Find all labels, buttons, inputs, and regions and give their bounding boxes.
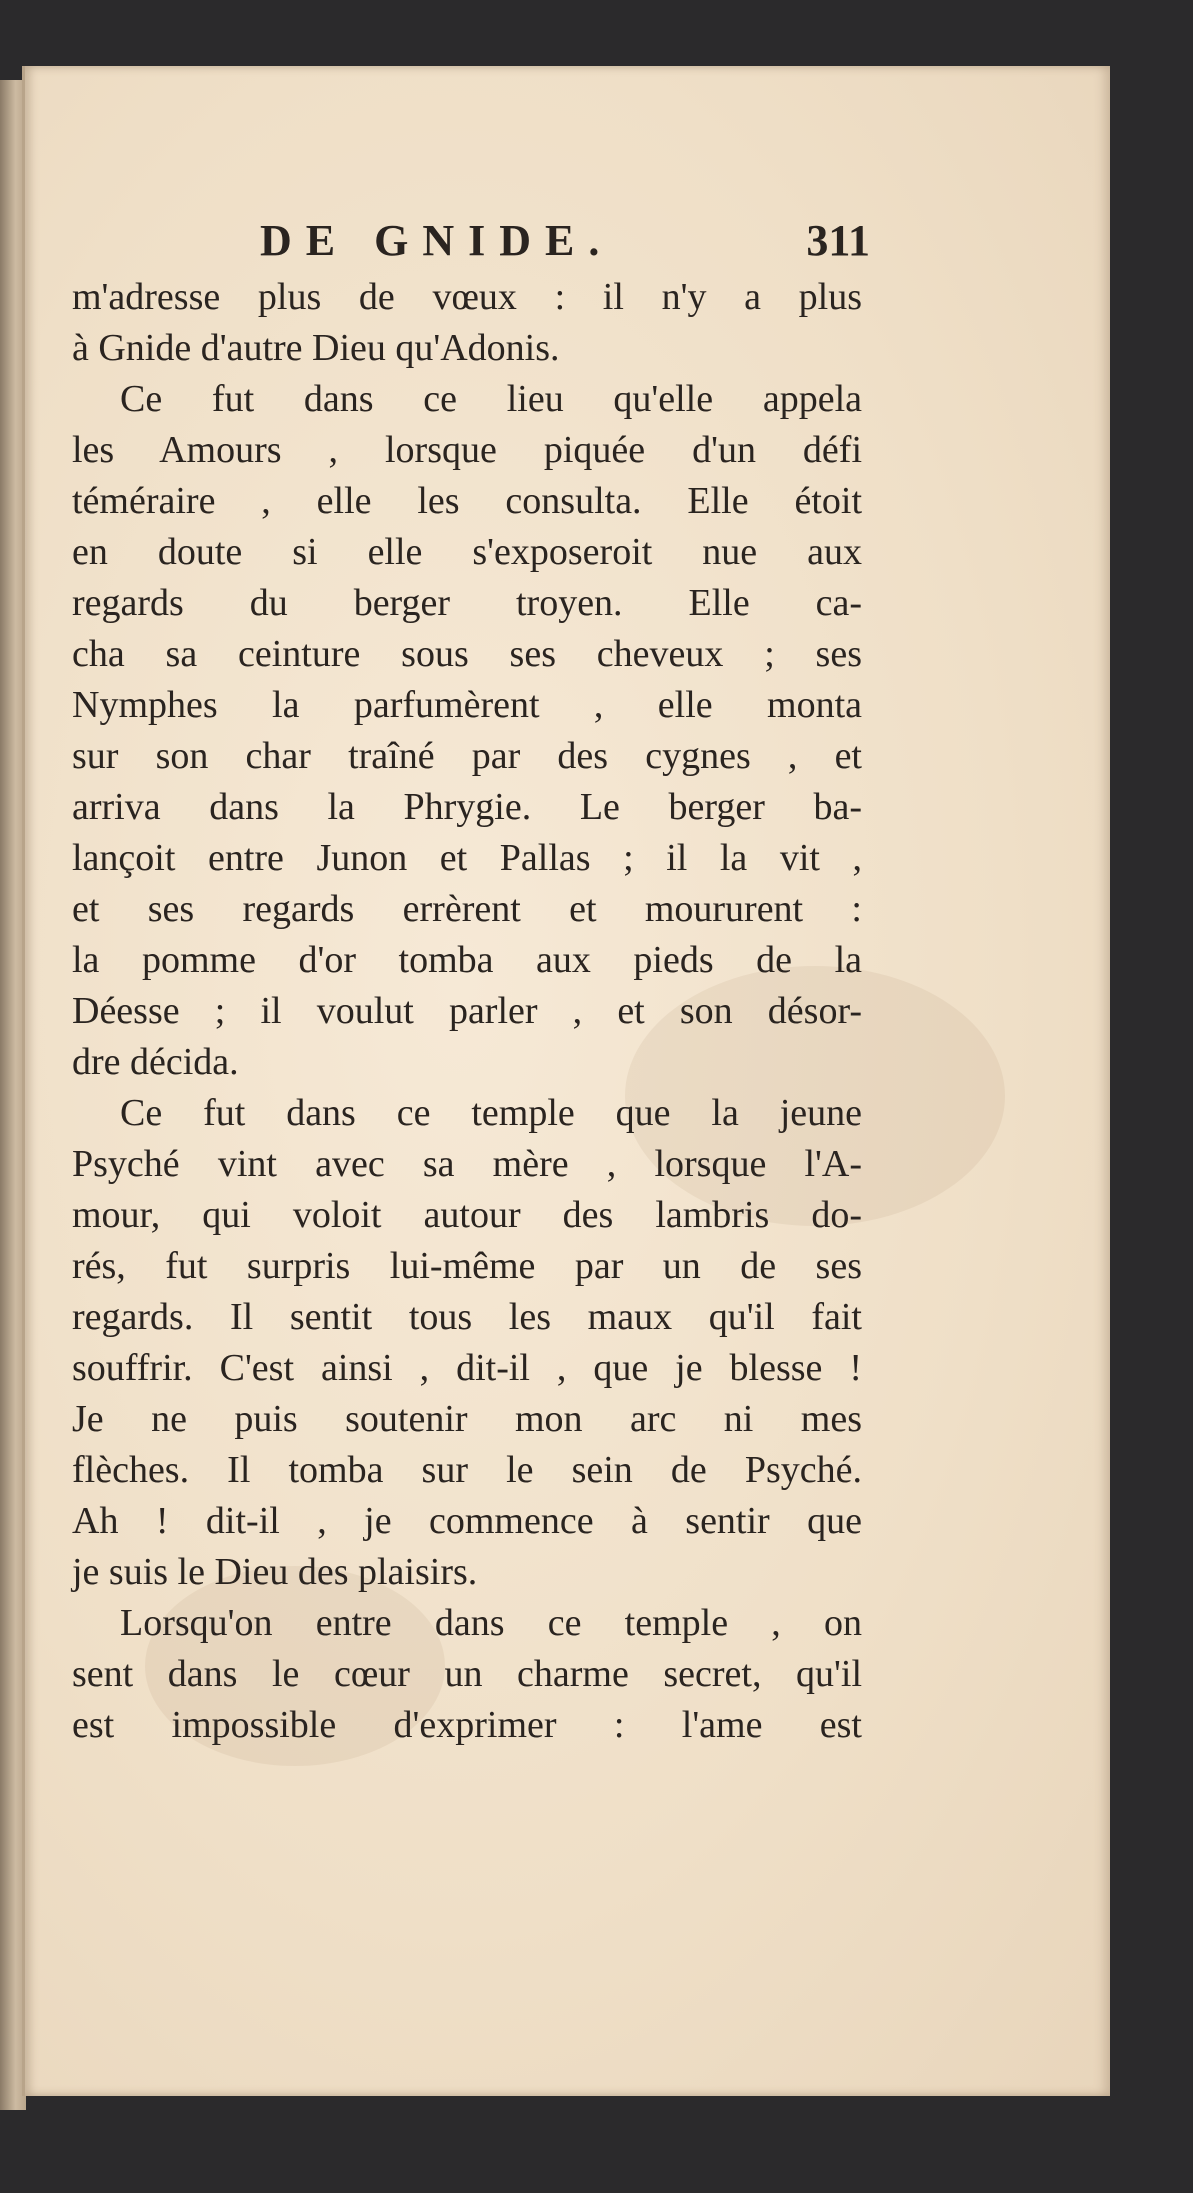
text-line: rés, fut surpris lui-même par un de ses: [72, 1245, 862, 1287]
text-line: Nymphes la parfumèrent , elle monta: [72, 684, 862, 726]
text-line: est impossible d'exprimer : l'ame est: [72, 1704, 862, 1746]
text-line: souffrir. C'est ainsi , dit-il , que je blesse !: [72, 1347, 862, 1389]
text-line: la pomme d'or tomba aux pieds de la: [72, 939, 862, 981]
text-line: regards du berger troyen. Elle ca-: [72, 582, 862, 624]
text-line: en doute si elle s'exposeroit nue aux: [72, 531, 862, 573]
text-line: Déesse ; il voulut parler , et son désor-: [72, 990, 862, 1032]
text-line: Ce fut dans ce lieu qu'elle appela: [120, 378, 862, 420]
text-line: Ah ! dit-il , je commence à sentir que: [72, 1500, 862, 1542]
text-line: regards. Il sentit tous les maux qu'il fait: [72, 1296, 862, 1338]
text-line: m'adresse plus de vœux : il n'y a plus: [72, 276, 862, 318]
text-line: arriva dans la Phrygie. Le berger ba-: [72, 786, 862, 828]
text-line: flèches. Il tomba sur le sein de Psyché.: [72, 1449, 862, 1491]
text-line: les Amours , lorsque piquée d'un défi: [72, 429, 862, 471]
text-line: je suis le Dieu des plaisirs.: [72, 1551, 478, 1593]
text-line: Ce fut dans ce temple que la jeune: [120, 1092, 862, 1134]
text-line: mour, qui voloit autour des lambris do-: [72, 1194, 862, 1236]
text-line: sur son char traîné par des cygnes , et: [72, 735, 862, 777]
text-line: lançoit entre Junon et Pallas ; il la vit ,: [72, 837, 862, 879]
text-line: Je ne puis soutenir mon arc ni mes: [72, 1398, 862, 1440]
text-line: et ses regards errèrent et moururent :: [72, 888, 862, 930]
text-line: Psyché vint avec sa mère , lorsque l'A-: [72, 1143, 862, 1185]
body-text: [72, 272, 862, 1751]
text-line: Lorsqu'on entre dans ce temple , on: [120, 1602, 862, 1644]
running-header: [260, 215, 870, 275]
text-line: sent dans le cœur un charme secret, qu'il: [72, 1653, 862, 1695]
text-line: dre décida.: [72, 1041, 239, 1083]
page-number: 311: [806, 216, 870, 265]
text-line: cha sa ceinture sous ses cheveux ; ses: [72, 633, 862, 675]
running-title: DE GNIDE.: [260, 216, 614, 265]
text-line: à Gnide d'autre Dieu qu'Adonis.: [72, 327, 560, 369]
text-line: téméraire , elle les consulta. Elle étoit: [72, 480, 862, 522]
